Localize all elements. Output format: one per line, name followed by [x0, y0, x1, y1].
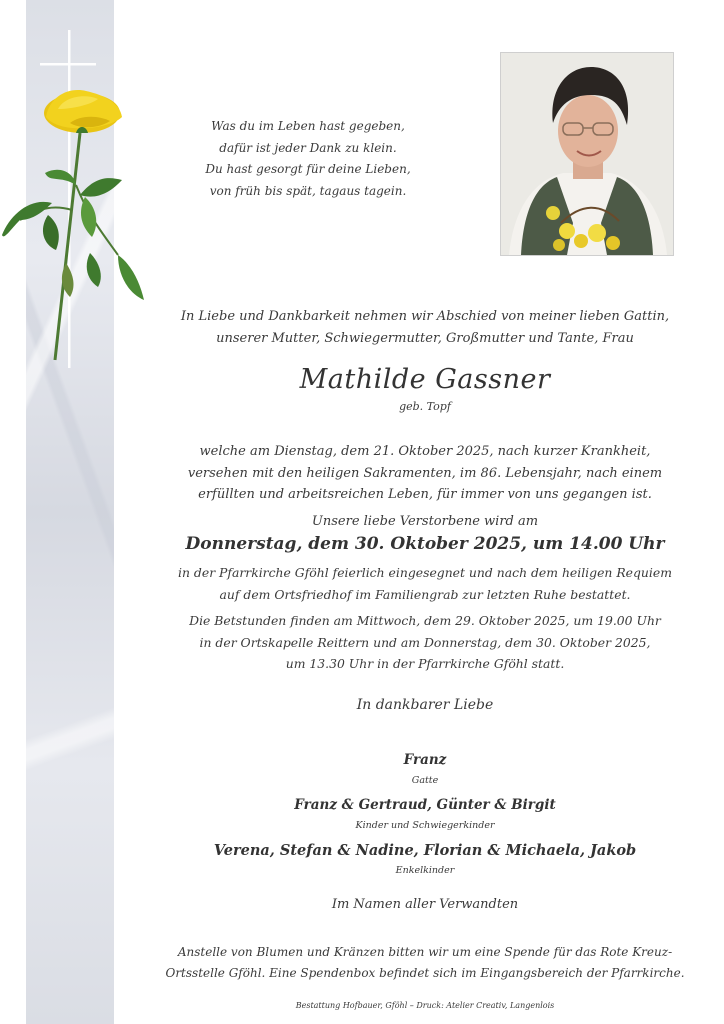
donation-line: Anstelle von Blumen und Kränzen bitten wir um eine Spende für das Rote Kreuz-	[177, 945, 673, 959]
prayer-line: um 13.30 Uhr in der Pfarrkirche Gföhl statt.	[285, 656, 565, 671]
intro-text	[140, 306, 710, 349]
mourner-names: Franz	[403, 752, 447, 768]
prayer-line: in der Ortskapelle Reittern und am Donnerstag, dem 30. Oktober 2025,	[199, 634, 651, 650]
relatives-line: Im Namen aller Verwandten	[331, 897, 519, 912]
rose-cross-illustration	[0, 25, 150, 370]
prayer-hours	[140, 610, 710, 675]
poem	[180, 116, 436, 202]
intro-line: unserer Mutter, Schwiegermutter, Großmutter und Tante, Frau	[216, 330, 634, 346]
funeral-lead: Unsere liebe Verstorbene wird am	[311, 514, 539, 529]
portrait-photo	[500, 52, 674, 256]
gratitude-line: In dankbarer Liebe	[356, 697, 494, 713]
funeral-details-line: auf dem Ortsfriedhof im Familiengrab zur letzten Ruhe bestattet.	[219, 586, 631, 602]
passing-line: erfüllten und arbeitsreichen Leben, für immer von uns gegangen ist.	[198, 487, 652, 502]
passing-text	[140, 441, 710, 506]
poem-line: von früh bis spät, tagaus tagein.	[209, 183, 407, 198]
intro-line: In Liebe und Dankbarkeit nehmen wir Abschied von meiner lieben Gattin,	[180, 309, 670, 324]
footer-credits: Bestattung Hofbauer, Gföhl – Druck: Atelier Creativ, Langenlois	[295, 1001, 555, 1010]
deceased-name: Mathilde Gassner	[299, 364, 551, 395]
mourner-relation: Kinder und Schwiegerkinder	[355, 820, 495, 831]
funeral-details	[140, 562, 710, 605]
prayer-line: Die Betstunden finden am Mittwoch, dem 29. Oktober 2025, um 19.00 Uhr	[189, 613, 661, 628]
poem-line: dafür ist jeder Dank zu klein.	[219, 140, 397, 155]
mourner-relation: Gatte	[411, 775, 439, 786]
mourner-names: Franz & Gertraud, Günter & Birgit	[294, 797, 556, 813]
birth-name: geb. Topf	[399, 400, 451, 413]
mourner-names: Verena, Stefan & Nadine, Florian & Michaela, Jakob	[213, 842, 637, 859]
funeral-date: Donnerstag, dem 30. Oktober 2025, um 14.00 Uhr	[185, 534, 665, 554]
funeral-details-line: in der Pfarrkirche Gföhl feierlich eingesegnet und nach dem heiligen Requiem	[178, 565, 672, 580]
donation-note	[140, 942, 710, 984]
passing-line: versehen mit den heiligen Sakramenten, im 86. Lebensjahr, nach einem	[187, 465, 663, 481]
poem-line: Was du im Leben hast gegeben,	[211, 119, 405, 133]
mourner-relation: Enkelkinder	[395, 865, 455, 876]
donation-line: Ortsstelle Gföhl. Eine Spendenbox befindet sich im Eingangsbereich der Pfarrkirche.	[165, 966, 685, 980]
passing-line: welche am Dienstag, dem 21. Oktober 2025, nach kurzer Krankheit,	[199, 444, 651, 459]
poem-line: Du hast gesorgt für deine Lieben,	[205, 162, 411, 176]
